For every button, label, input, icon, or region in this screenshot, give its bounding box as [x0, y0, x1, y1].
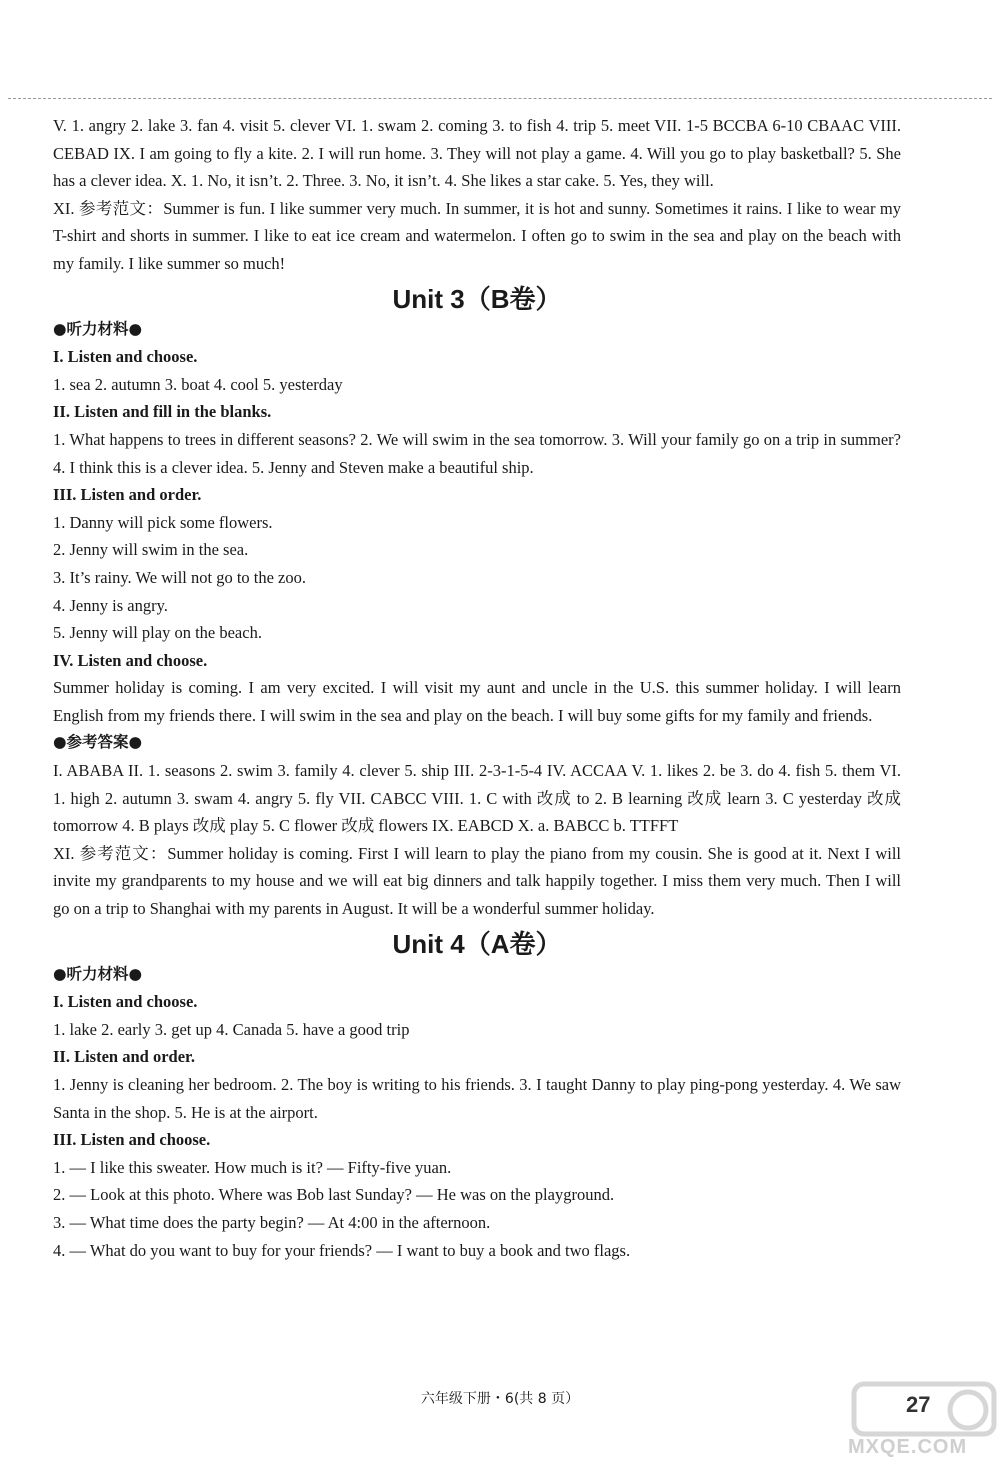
unit4a-title: Unit 4（A卷）	[392, 928, 562, 959]
list-item: 4. Jenny is angry.	[53, 595, 168, 615]
page-footer: 六年级下册・6(共 8 页）	[420, 1391, 580, 1407]
unit4a-sec3-heading: III. Listen and choose.	[53, 1130, 211, 1150]
unit4a-listening-marker: ●听力材料●	[53, 964, 143, 983]
list-item: 1. Danny will pick some flowers.	[53, 512, 273, 532]
unit3b-sec1-text: 1. sea 2. autumn 3. boat 4. cool 5. yesterday	[53, 374, 343, 394]
unit3b-essay: XI. 参考范文：Summer holiday is coming. First I will learn to play the piano from my cousin. She is good at it. Next I will invite my grandparents to my house and we will eat big dinners and talk happily together. I miss them very much. Then I will go on a trip to Shanghai with my parents in August. It will be a wonderful summer holiday.	[53, 843, 901, 919]
list-item: 3. It’s rainy. We will not go to the zoo.	[53, 567, 307, 587]
unit3a-answers: V. 1. angry 2. lake 3. fan 4. visit 5. clever VI. 1. swam 2. coming 3. to fish 4. trip 5. meet VII. 1-5 BCCBA 6-10 CBAAC VIII. CEBAD IX. I am going to fly a kite. 2. I will run home. 3. They will not play a game. 4. Will you go to play basketball? 5. She has a clever idea. X. 1. No, it isn’t. 2. Three. 3. No, it isn’t. 4. She likes a star cake. 5. Yes, they will.	[53, 116, 901, 191]
unit3b-sec2-text: 1. What happens to trees in different seasons? 2. We will swim in the sea tomorrow. 3. Will your family go on a trip in summer? 4. I think this is a clever idea. 5. Jenny and Steven make a beautiful ship.	[53, 429, 901, 477]
unit4a-sec1-text: 1. lake 2. early 3. get up 4. Canada 5. have a good trip	[53, 1019, 410, 1039]
unit3b-sec4-text: Summer holiday is coming. I am very excited. I will visit my aunt and uncle in the U.S. this summer holiday. I will learn English from my friends there. I will swim in the sea and play on the beach. I will buy some gifts for my family and friends.	[53, 678, 901, 725]
unit3a-essay: XI. 参考范文：Summer is fun. I like summer very much. In summer, it is hot and sunny. Sometimes it rains. I like to wear my T-shirt and shorts in summer. I like to eat ice cream and watermelon. I often go to swim in the sea and play on the beach with my family. I like summer so much!	[53, 198, 901, 273]
page-number: 27	[906, 1392, 931, 1417]
page-content	[53, 112, 901, 1264]
unit3b-sec4-heading: IV. Listen and choose.	[53, 650, 208, 670]
list-item: 1. — I like this sweater. How much is it? — Fifty-five yuan.	[53, 1157, 452, 1177]
unit4a-sec2-text: 1. Jenny is cleaning her bedroom. 2. The boy is writing to his friends. 3. I taught Danny to play ping-pong yesterday. 4. We saw Santa in the shop. 5. He is at the airport.	[53, 1075, 901, 1122]
unit3b-sec3-heading: III. Listen and order.	[53, 485, 202, 505]
unit3b-sec1-heading: I. Listen and choose.	[53, 347, 198, 367]
unit3b-answers: I. ABABA II. 1. seasons 2. swim 3. family 4. clever 5. ship III. 2-3-1-5-4 IV. ACCAA V. 1. likes 2. be 3. do 4. fish 5. them VI. 1. high 2. autumn 3. swam 4. angry 5. fly VII. CABCC VIII. 1. C with 改成 to 2. B learning 改成 learn 3. C yesterday 改成 tomorrow 4. B plays 改成 play 5. C flower 改成 flowers IX. EABCD X. a. BABCC b. TTFFT	[53, 761, 901, 836]
unit3b-title: Unit 3（B卷）	[392, 283, 562, 314]
watermark-text: MXQE.COM	[848, 1436, 968, 1458]
unit4a-sec2-heading: II. Listen and order.	[53, 1047, 195, 1067]
list-item: 2. — Look at this photo. Where was Bob last Sunday? — He was on the playground.	[53, 1185, 615, 1205]
unit3b-listening-marker: ●听力材料●	[53, 319, 143, 338]
list-item: 5. Jenny will play on the beach.	[53, 623, 262, 643]
top-dashed-rule	[8, 98, 992, 99]
unit3b-answers-marker: ●参考答案●	[53, 733, 143, 752]
unit4a-sec1-heading: I. Listen and choose.	[53, 992, 198, 1012]
list-item: 4. — What do you want to buy for your friends? — I want to buy a book and two flags.	[53, 1240, 631, 1260]
unit3b-sec2-heading: II. Listen and fill in the blanks.	[53, 402, 272, 422]
list-item: 3. — What time does the party begin? — At 4:00 in the afternoon.	[53, 1212, 491, 1232]
list-item: 2. Jenny will swim in the sea.	[53, 540, 249, 560]
